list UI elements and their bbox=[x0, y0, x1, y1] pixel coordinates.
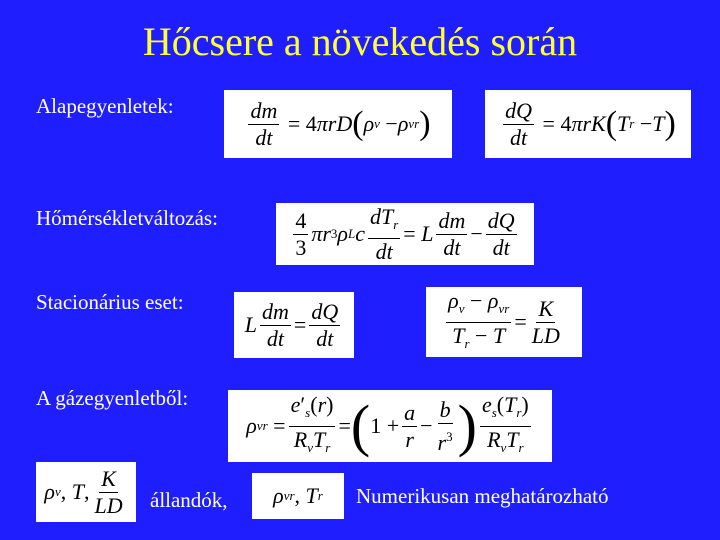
equation-stationary-balance: L $\frac{dm}{dt}$ = $\frac{dQ}{dt}$ bbox=[234, 292, 354, 358]
equation-numeric-vars: ρ vr , T r bbox=[252, 473, 344, 519]
equation-constants: ρ v , T , $\frac{K}{LD}$ bbox=[36, 462, 136, 522]
equation-temperature-change: $\frac{4}{3}$ πr 3 ρ L c $\frac{dT_r}{dt}$ = L $\frac{dm}{dt}$ − $\frac{dQ}{dt}$ bbox=[276, 203, 534, 265]
label-alapegyenletek: Alapegyenletek: bbox=[36, 94, 174, 118]
equation-stationary-ratio: $\frac{\rho_v - \rho_{vr}}{T_r - T}$ = $\frac{K}{LD}$ bbox=[426, 287, 582, 357]
equation-heat-flux: $\frac{dQ}{dt}$ = 4πrK ( T r − T ) bbox=[485, 90, 691, 158]
label-homersekletvaltozas: Hőmérsékletváltozás: bbox=[36, 206, 218, 230]
label-gazegyenlet: A gázegyenletből: bbox=[36, 386, 189, 410]
equation-gas-law: ρ vr = $\frac{e'_s(r)}{R_vT_r}$ = ( 1 + $\frac{a}{r}$ − $\frac{b}{r^3}$ ) $\frac{e_s(T_r)}{R_vT_r}$ bbox=[228, 390, 552, 462]
label-stacionarius: Stacionárius eset: bbox=[36, 290, 184, 314]
label-numerikusan: Numerikusan meghatározható bbox=[356, 484, 609, 508]
equation-mass-growth: $\frac{dm}{dt}$ = 4πrD ( ρ v − ρ vr ) bbox=[224, 90, 452, 158]
slide-title: Hőcsere a növekedés során bbox=[142, 19, 578, 64]
label-allandok: állandók, bbox=[150, 488, 228, 512]
